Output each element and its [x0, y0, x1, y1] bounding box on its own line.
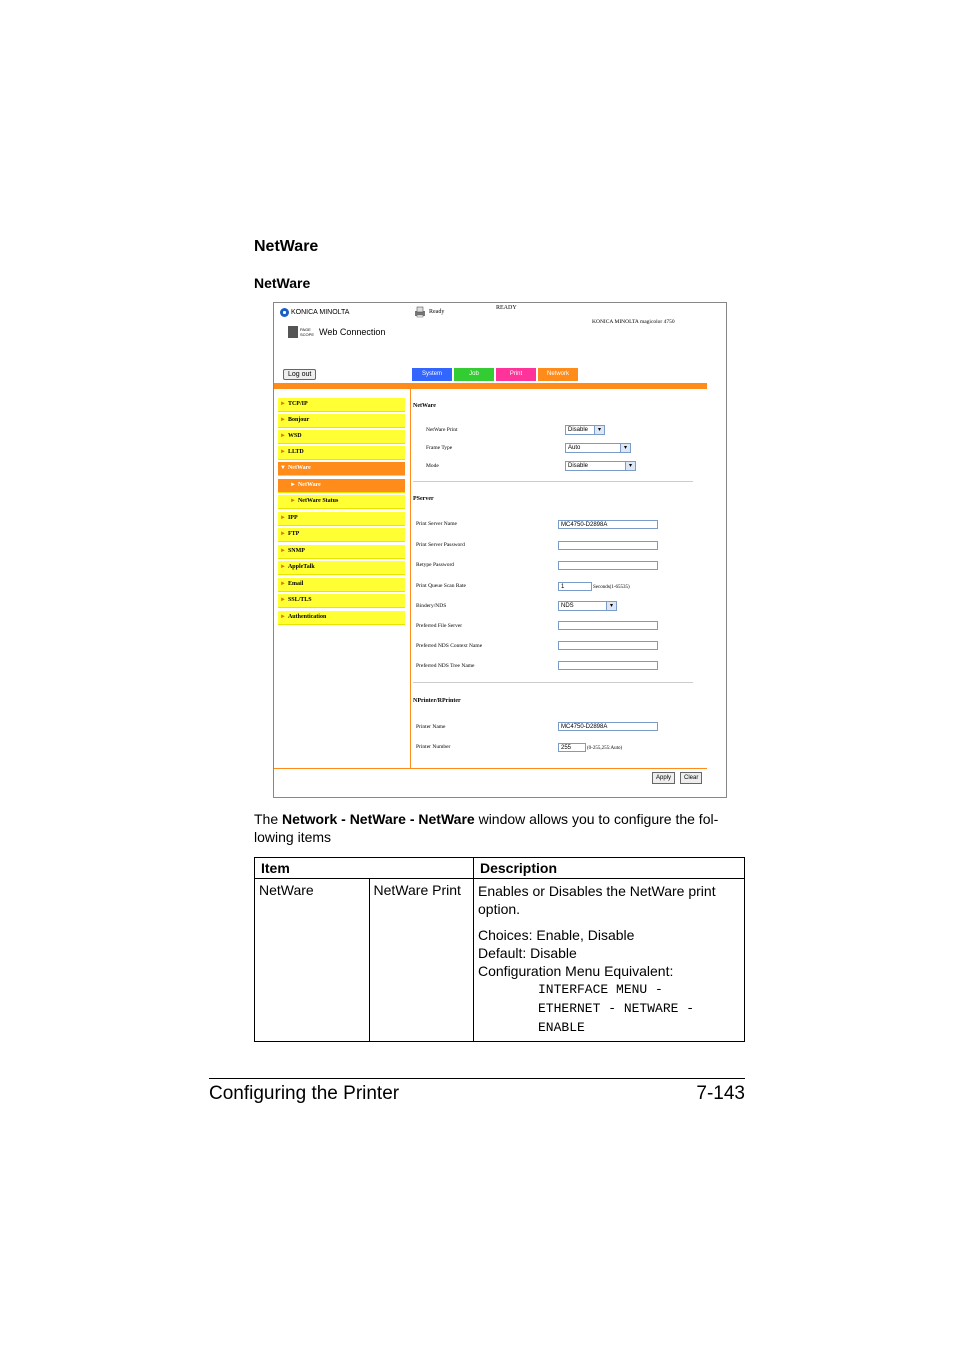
logout-button[interactable]: Log out	[283, 369, 316, 380]
print-server-name-input[interactable]: MC4750-D2898A	[558, 520, 658, 529]
sidebar-item-snmp[interactable]: ► SNMP	[278, 545, 405, 559]
sidebar-item-ipp[interactable]: ► IPP	[278, 512, 405, 526]
chevron-down-icon: ▾	[625, 462, 635, 470]
print-server-name-label: Print Server Name	[416, 521, 457, 527]
nds-context-input[interactable]	[558, 641, 658, 650]
header-orange-bar	[274, 383, 707, 389]
tab-print[interactable]: Print	[496, 368, 536, 381]
printer-status-icon	[414, 306, 426, 318]
cell-subitem: NetWare Print	[369, 879, 473, 1042]
mode-select[interactable]: Disable ▾	[565, 461, 636, 471]
web-connection-screenshot	[273, 302, 727, 798]
sidebar-item-bonjour[interactable]: ► Bonjour	[278, 414, 405, 428]
frame-type-label: Frame Type	[426, 445, 453, 451]
printer-number-range: (0-255,255:Auto)	[587, 746, 623, 751]
netware-print-select[interactable]: Disable ▾	[565, 425, 605, 435]
cell-description: Enables or Disables the NetWare print option. Choices: Enable, Disable Default: Disable Configuration Menu Equivalent: INTERFACE MENU - ETHERNET - NETWARE - ENABLE	[474, 879, 745, 1042]
tab-job[interactable]: Job	[454, 368, 494, 381]
table-header-row	[255, 858, 745, 879]
sidebar-item-appletalk[interactable]: ► AppleTalk	[278, 561, 405, 575]
sidebar-item-tcpip[interactable]: ► TCP/IP	[278, 398, 405, 412]
settings-table	[254, 857, 745, 1042]
chevron-down-icon: ▾	[606, 602, 616, 610]
printer-number-input[interactable]: 255	[558, 743, 586, 752]
footer-chapter-title: Configuring the Printer	[209, 1083, 400, 1104]
status-long: READY	[496, 305, 517, 311]
header-description: Description	[474, 858, 745, 879]
scan-rate-label: Print Queue Scan Rate	[416, 583, 466, 589]
pserver-section-title: PServer	[413, 496, 434, 502]
pagescope-logo-icon	[288, 326, 298, 338]
konica-minolta-logo-icon	[280, 308, 289, 317]
printer-model: KONICA MINOLTA magicolor 4750	[592, 319, 675, 325]
web-connection-title: Web Connection	[319, 327, 386, 337]
print-server-password-input[interactable]	[558, 541, 658, 550]
sidebar-divider	[410, 389, 411, 769]
footer-orange-line	[274, 768, 707, 769]
clear-button[interactable]: Clear	[680, 772, 702, 784]
printer-number-label: Printer Number	[416, 744, 451, 750]
subsection-heading: NetWare	[254, 275, 311, 291]
tab-system[interactable]: System	[412, 368, 452, 381]
preferred-file-server-input[interactable]	[558, 621, 658, 630]
print-server-password-label: Print Server Password	[416, 542, 465, 548]
brand-name: KONICA MINOLTA	[291, 309, 350, 316]
header-item: Item	[255, 858, 474, 879]
menu-path-bold: Network - NetWare - NetWare	[282, 811, 475, 827]
preferred-file-server-label: Preferred File Server	[416, 623, 463, 629]
footer-rule	[209, 1078, 745, 1079]
printer-name-input[interactable]: MC4750-D2898A	[558, 722, 658, 731]
scan-rate-input[interactable]: 1	[558, 582, 592, 591]
printer-name-label: Printer Name	[416, 724, 446, 730]
nds-context-label: Preferred NDS Context Name	[416, 643, 483, 649]
netware-print-label: NetWare Print	[426, 427, 458, 433]
sidebar-subitem-netware[interactable]: ► NetWare	[278, 479, 405, 493]
retype-password-label: Retype Password	[416, 562, 455, 568]
chevron-down-icon: ▾	[594, 426, 604, 434]
tab-network[interactable]: Network	[538, 368, 578, 381]
description-paragraph: The Network - NetWare - NetWare window allows you to configure the fol- lowing items	[254, 811, 719, 845]
pagescope-badge: PAGE SCOPE	[300, 327, 315, 337]
sidebar-item-netware[interactable]: ▼ NetWare	[278, 462, 405, 476]
scan-rate-unit: Seconds(1-65535)	[593, 585, 630, 590]
section-heading: NetWare	[254, 238, 319, 255]
nds-tree-label: Preferred NDS Tree Name	[416, 663, 475, 669]
sidebar-subitem-netware-status[interactable]: ► NetWare Status	[278, 495, 405, 509]
cell-item: NetWare	[255, 879, 370, 1042]
sidebar-item-email[interactable]: ► Email	[278, 578, 405, 592]
bindery-nds-label: Bindery/NDS	[416, 603, 447, 609]
sidebar-item-authentication[interactable]: ► Authentication	[278, 611, 405, 625]
mode-label: Mode	[426, 463, 439, 469]
status-short: Ready	[429, 309, 445, 315]
sidebar-item-ftp[interactable]: ► FTP	[278, 528, 405, 542]
sidebar-item-ssltls[interactable]: ► SSL/TLS	[278, 594, 405, 608]
apply-button[interactable]: Apply	[652, 772, 675, 784]
chevron-down-icon: ▾	[620, 444, 630, 452]
separator	[413, 481, 693, 482]
separator	[413, 682, 693, 683]
netware-section-title: NetWare	[413, 403, 436, 409]
table-row	[255, 879, 745, 1042]
bindery-nds-select[interactable]: NDS ▾	[558, 601, 617, 611]
sidebar-item-wsd[interactable]: ► WSD	[278, 430, 405, 444]
nds-tree-input[interactable]	[558, 661, 658, 670]
sidebar-item-lltd[interactable]: ► LLTD	[278, 446, 405, 460]
frame-type-select[interactable]: Auto ▾	[565, 443, 631, 453]
nprinter-section-title: NPrinter/RPrinter	[413, 698, 461, 704]
footer-page-number: 7-143	[696, 1083, 745, 1104]
retype-password-input[interactable]	[558, 561, 658, 570]
